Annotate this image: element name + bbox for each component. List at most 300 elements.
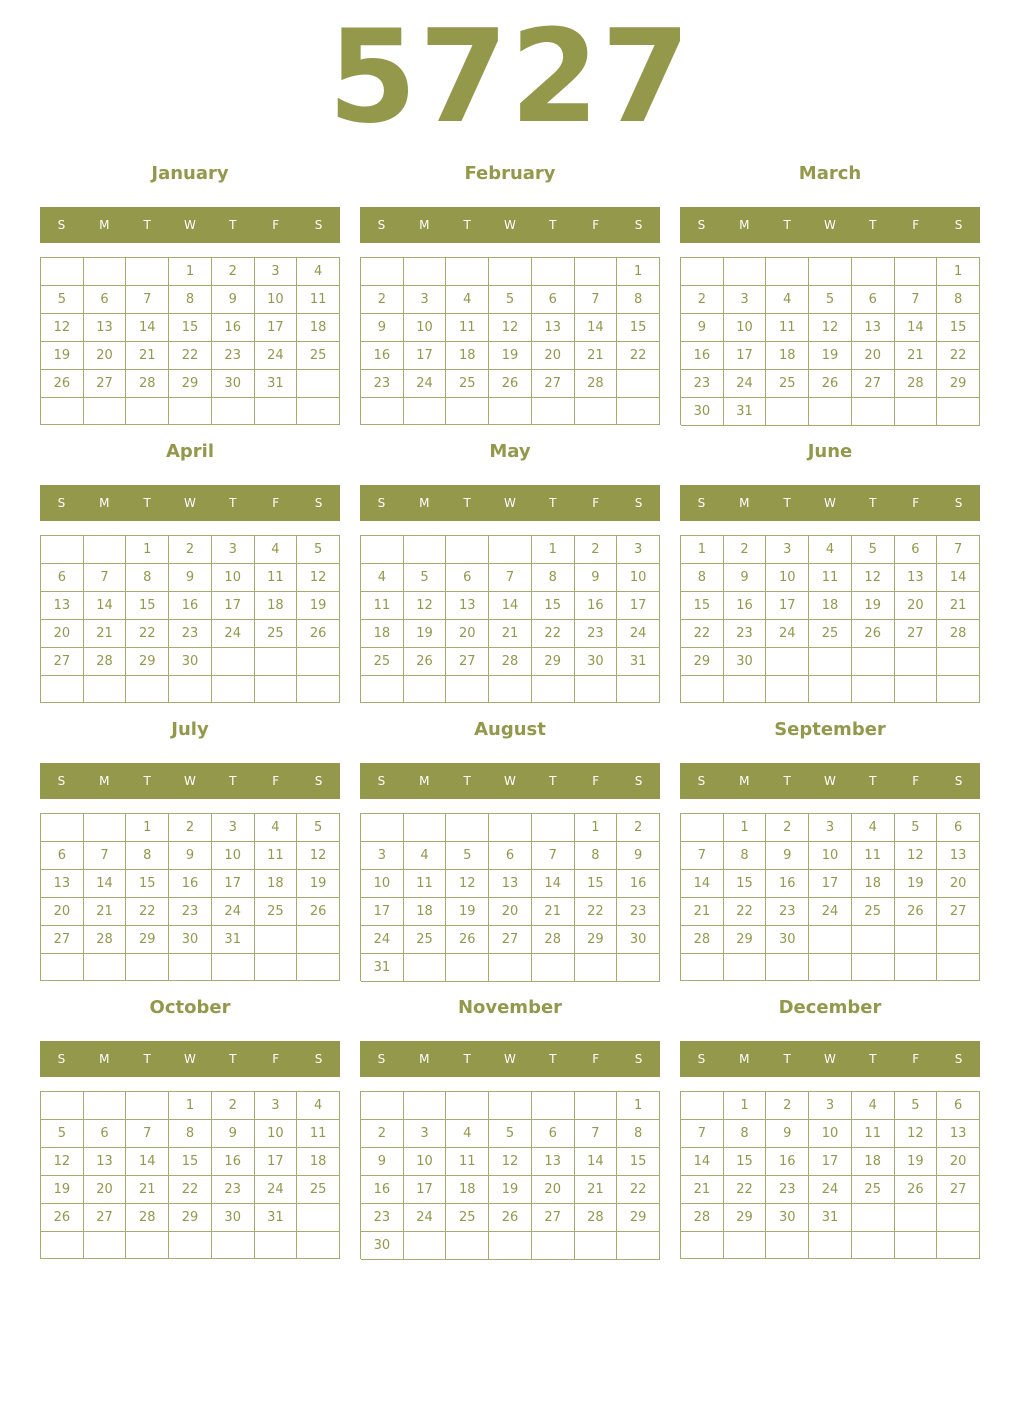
day-cell: 21	[489, 620, 532, 648]
day-cell: 30	[361, 1232, 404, 1260]
day-cell: 6	[895, 536, 938, 564]
day-cell: 24	[809, 1176, 852, 1204]
day-cell: 24	[212, 898, 255, 926]
day-cell: 9	[681, 314, 724, 342]
day-cell: 30	[212, 370, 255, 398]
day-cell: 8	[126, 564, 169, 592]
weekday-label: W	[824, 1052, 836, 1066]
day-cell: 22	[169, 1176, 212, 1204]
day-cell: 15	[169, 1148, 212, 1176]
month-name: February	[464, 163, 556, 184]
weekday-label: F	[592, 218, 600, 232]
day-cell: 18	[255, 592, 298, 620]
day-cell: 24	[255, 1176, 298, 1204]
weekday-header	[360, 1041, 660, 1077]
day-cell: 17	[404, 1176, 447, 1204]
day-cell: 27	[84, 1204, 127, 1232]
day-cell: 24	[809, 898, 852, 926]
empty-cell	[852, 1232, 895, 1259]
weekday-label: T	[869, 774, 877, 788]
day-cell: 21	[84, 898, 127, 926]
day-cell: 27	[84, 370, 127, 398]
day-cell: 28	[84, 648, 127, 676]
empty-cell	[809, 954, 852, 981]
empty-cell	[446, 814, 489, 842]
day-cell: 29	[724, 1204, 767, 1232]
day-cell: 12	[809, 314, 852, 342]
weekday-label: S	[954, 218, 963, 232]
empty-cell	[297, 648, 340, 676]
day-cell: 12	[489, 1148, 532, 1176]
day-grid	[680, 813, 980, 981]
empty-cell	[255, 648, 298, 676]
day-cell: 3	[212, 536, 255, 564]
day-cell: 19	[297, 870, 340, 898]
day-cell: 12	[297, 842, 340, 870]
empty-cell	[404, 258, 447, 286]
day-cell: 21	[895, 342, 938, 370]
day-grid	[680, 257, 980, 425]
day-cell: 16	[681, 342, 724, 370]
day-cell: 12	[446, 870, 489, 898]
weekday-label: F	[912, 774, 920, 788]
month-march	[680, 160, 980, 438]
day-cell: 8	[169, 286, 212, 314]
weekday-header	[680, 485, 980, 521]
day-cell: 20	[489, 898, 532, 926]
empty-cell	[297, 370, 340, 398]
day-cell: 2	[361, 1120, 404, 1148]
day-cell: 11	[361, 592, 404, 620]
weekday-label: M	[419, 218, 430, 232]
day-cell: 14	[575, 1148, 618, 1176]
empty-cell	[766, 648, 809, 676]
empty-cell	[575, 676, 618, 703]
day-grid	[40, 535, 340, 703]
empty-cell	[766, 1232, 809, 1259]
month-name: December	[778, 997, 882, 1018]
day-cell: 12	[41, 1148, 84, 1176]
empty-cell	[126, 954, 169, 981]
day-grid	[360, 813, 660, 981]
weekday-label: T	[869, 496, 877, 510]
empty-cell	[126, 398, 169, 425]
day-cell: 31	[361, 954, 404, 982]
day-cell: 15	[575, 870, 618, 898]
empty-cell	[169, 1232, 212, 1259]
day-cell: 23	[766, 898, 809, 926]
day-cell: 24	[766, 620, 809, 648]
month-july	[40, 716, 340, 994]
empty-cell	[724, 258, 767, 286]
empty-cell	[212, 1232, 255, 1259]
day-cell: 26	[895, 1176, 938, 1204]
day-cell: 30	[169, 648, 212, 676]
day-cell: 25	[404, 926, 447, 954]
day-cell: 28	[489, 648, 532, 676]
day-cell: 2	[169, 814, 212, 842]
empty-cell	[489, 1092, 532, 1120]
day-cell: 18	[809, 592, 852, 620]
day-cell: 7	[895, 286, 938, 314]
day-cell: 22	[617, 1176, 660, 1204]
empty-cell	[41, 536, 84, 564]
empty-cell	[575, 954, 618, 982]
empty-cell	[766, 258, 809, 286]
empty-cell	[724, 954, 767, 981]
day-cell: 4	[852, 1092, 895, 1120]
day-cell: 13	[84, 1148, 127, 1176]
day-cell: 9	[169, 842, 212, 870]
day-cell: 7	[575, 1120, 618, 1148]
weekday-label: T	[463, 1052, 471, 1066]
day-cell: 15	[937, 314, 980, 342]
weekday-label: W	[184, 496, 196, 510]
day-cell: 9	[361, 1148, 404, 1176]
day-cell: 10	[724, 314, 767, 342]
day-cell: 3	[766, 536, 809, 564]
day-cell: 14	[937, 564, 980, 592]
day-cell: 4	[255, 814, 298, 842]
empty-cell	[169, 676, 212, 703]
day-cell: 17	[809, 1148, 852, 1176]
day-cell: 1	[532, 536, 575, 564]
empty-cell	[297, 926, 340, 954]
empty-cell	[532, 1232, 575, 1260]
empty-cell	[404, 814, 447, 842]
day-cell: 4	[446, 286, 489, 314]
day-cell: 10	[809, 1120, 852, 1148]
day-cell: 17	[255, 1148, 298, 1176]
weekday-header	[360, 485, 660, 521]
day-cell: 11	[766, 314, 809, 342]
day-cell: 20	[937, 870, 980, 898]
day-cell: 28	[895, 370, 938, 398]
day-cell: 30	[766, 926, 809, 954]
day-cell: 14	[126, 314, 169, 342]
day-cell: 23	[169, 898, 212, 926]
day-cell: 22	[617, 342, 660, 370]
day-cell: 18	[446, 342, 489, 370]
weekday-label: W	[504, 774, 516, 788]
day-cell: 26	[895, 898, 938, 926]
day-cell: 6	[489, 842, 532, 870]
empty-cell	[84, 1092, 127, 1120]
day-cell: 14	[681, 870, 724, 898]
day-cell: 24	[404, 370, 447, 398]
day-cell: 24	[404, 1204, 447, 1232]
month-april	[40, 438, 340, 716]
weekday-label: T	[463, 774, 471, 788]
day-cell: 7	[681, 842, 724, 870]
empty-cell	[681, 1232, 724, 1259]
empty-cell	[575, 1232, 618, 1260]
day-cell: 3	[809, 814, 852, 842]
day-cell: 20	[84, 342, 127, 370]
day-cell: 18	[361, 620, 404, 648]
weekday-header	[360, 763, 660, 799]
day-cell: 10	[766, 564, 809, 592]
day-cell: 17	[617, 592, 660, 620]
day-cell: 11	[297, 1120, 340, 1148]
month-september	[680, 716, 980, 994]
empty-cell	[212, 676, 255, 703]
day-cell: 2	[617, 814, 660, 842]
empty-cell	[724, 676, 767, 703]
empty-cell	[297, 954, 340, 981]
day-cell: 28	[575, 1204, 618, 1232]
day-cell: 8	[937, 286, 980, 314]
empty-cell	[809, 398, 852, 426]
day-grid	[680, 535, 980, 703]
day-cell: 17	[361, 898, 404, 926]
day-cell: 28	[681, 926, 724, 954]
day-cell: 11	[255, 842, 298, 870]
weekday-label: M	[99, 218, 110, 232]
day-cell: 1	[617, 1092, 660, 1120]
day-cell: 30	[724, 648, 767, 676]
empty-cell	[489, 1232, 532, 1260]
empty-cell	[41, 954, 84, 981]
day-cell: 3	[724, 286, 767, 314]
day-cell: 1	[169, 258, 212, 286]
empty-cell	[809, 258, 852, 286]
weekday-label: M	[419, 496, 430, 510]
day-cell: 5	[297, 536, 340, 564]
day-cell: 1	[126, 814, 169, 842]
day-cell: 9	[724, 564, 767, 592]
day-cell: 6	[84, 286, 127, 314]
day-cell: 20	[532, 1176, 575, 1204]
day-cell: 19	[41, 342, 84, 370]
month-november	[360, 994, 660, 1272]
day-cell: 11	[852, 842, 895, 870]
day-cell: 20	[41, 620, 84, 648]
day-cell: 13	[532, 1148, 575, 1176]
empty-cell	[446, 536, 489, 564]
day-cell: 4	[446, 1120, 489, 1148]
day-cell: 5	[404, 564, 447, 592]
month-may	[360, 438, 660, 716]
month-name: June	[807, 441, 853, 462]
day-cell: 3	[809, 1092, 852, 1120]
day-cell: 17	[212, 592, 255, 620]
weekday-label: T	[783, 218, 791, 232]
day-cell: 3	[212, 814, 255, 842]
day-cell: 5	[809, 286, 852, 314]
day-cell: 26	[297, 620, 340, 648]
day-cell: 9	[766, 1120, 809, 1148]
empty-cell	[895, 1204, 938, 1232]
day-cell: 6	[937, 1092, 980, 1120]
day-cell: 30	[575, 648, 618, 676]
day-cell: 16	[169, 592, 212, 620]
day-cell: 17	[255, 314, 298, 342]
empty-cell	[446, 954, 489, 982]
day-cell: 18	[255, 870, 298, 898]
day-cell: 16	[212, 1148, 255, 1176]
empty-cell	[361, 814, 404, 842]
empty-cell	[617, 370, 660, 398]
day-cell: 7	[84, 842, 127, 870]
month-december	[680, 994, 980, 1272]
day-cell: 9	[169, 564, 212, 592]
day-cell: 30	[617, 926, 660, 954]
day-cell: 29	[532, 648, 575, 676]
weekday-header	[360, 207, 660, 243]
weekday-label: S	[314, 496, 323, 510]
day-cell: 10	[617, 564, 660, 592]
day-cell: 6	[41, 564, 84, 592]
empty-cell	[532, 1092, 575, 1120]
day-cell: 2	[681, 286, 724, 314]
weekday-label: M	[739, 1052, 750, 1066]
day-cell: 5	[297, 814, 340, 842]
day-cell: 11	[446, 314, 489, 342]
calendar-grid	[40, 160, 980, 1272]
empty-cell	[809, 926, 852, 954]
day-cell: 12	[489, 314, 532, 342]
day-cell: 7	[532, 842, 575, 870]
day-cell: 3	[404, 286, 447, 314]
day-cell: 30	[681, 398, 724, 426]
weekday-label: T	[143, 496, 151, 510]
day-cell: 29	[126, 648, 169, 676]
weekday-label: F	[912, 496, 920, 510]
empty-cell	[297, 1232, 340, 1259]
day-cell: 22	[724, 898, 767, 926]
empty-cell	[41, 1092, 84, 1120]
empty-cell	[489, 814, 532, 842]
day-cell: 3	[617, 536, 660, 564]
weekday-label: S	[954, 496, 963, 510]
day-cell: 30	[766, 1204, 809, 1232]
empty-cell	[361, 536, 404, 564]
day-cell: 29	[126, 926, 169, 954]
empty-cell	[681, 1092, 724, 1120]
empty-cell	[809, 648, 852, 676]
day-cell: 19	[489, 342, 532, 370]
day-cell: 8	[532, 564, 575, 592]
day-cell: 19	[895, 870, 938, 898]
weekday-label: W	[184, 774, 196, 788]
day-cell: 26	[41, 1204, 84, 1232]
weekday-label: M	[419, 1052, 430, 1066]
day-cell: 26	[852, 620, 895, 648]
empty-cell	[41, 1232, 84, 1259]
weekday-label: M	[99, 496, 110, 510]
day-cell: 19	[297, 592, 340, 620]
day-cell: 31	[809, 1204, 852, 1232]
weekday-header	[680, 1041, 980, 1077]
day-cell: 13	[41, 592, 84, 620]
month-august	[360, 716, 660, 994]
day-cell: 29	[575, 926, 618, 954]
day-cell: 17	[404, 342, 447, 370]
day-cell: 2	[575, 536, 618, 564]
day-cell: 7	[126, 1120, 169, 1148]
empty-cell	[404, 1232, 447, 1260]
empty-cell	[126, 258, 169, 286]
month-june	[680, 438, 980, 716]
empty-cell	[895, 926, 938, 954]
month-name: July	[171, 719, 209, 740]
day-cell: 7	[126, 286, 169, 314]
day-cell: 6	[937, 814, 980, 842]
weekday-label: S	[57, 218, 66, 232]
day-cell: 12	[852, 564, 895, 592]
empty-cell	[895, 258, 938, 286]
day-cell: 5	[489, 286, 532, 314]
empty-cell	[446, 1092, 489, 1120]
day-cell: 17	[724, 342, 767, 370]
day-cell: 15	[617, 1148, 660, 1176]
empty-cell	[361, 258, 404, 286]
empty-cell	[766, 954, 809, 981]
weekday-label: F	[272, 1052, 280, 1066]
empty-cell	[446, 676, 489, 703]
day-cell: 5	[895, 1092, 938, 1120]
day-cell: 25	[446, 1204, 489, 1232]
day-cell: 9	[617, 842, 660, 870]
day-cell: 15	[724, 870, 767, 898]
weekday-label: T	[869, 1052, 877, 1066]
day-cell: 23	[617, 898, 660, 926]
day-cell: 14	[84, 870, 127, 898]
day-cell: 11	[404, 870, 447, 898]
day-cell: 10	[255, 1120, 298, 1148]
weekday-label: F	[912, 1052, 920, 1066]
day-cell: 24	[617, 620, 660, 648]
weekday-header	[680, 763, 980, 799]
weekday-header	[680, 207, 980, 243]
empty-cell	[446, 398, 489, 425]
empty-cell	[489, 536, 532, 564]
day-cell: 5	[489, 1120, 532, 1148]
empty-cell	[126, 676, 169, 703]
day-cell: 9	[361, 314, 404, 342]
empty-cell	[575, 258, 618, 286]
day-cell: 13	[895, 564, 938, 592]
day-cell: 18	[766, 342, 809, 370]
empty-cell	[446, 1232, 489, 1260]
day-cell: 27	[852, 370, 895, 398]
empty-cell	[361, 676, 404, 703]
empty-cell	[489, 954, 532, 982]
weekday-label: T	[143, 218, 151, 232]
day-cell: 16	[212, 314, 255, 342]
day-cell: 7	[681, 1120, 724, 1148]
day-grid	[40, 813, 340, 981]
weekday-label: T	[229, 774, 237, 788]
day-cell: 26	[809, 370, 852, 398]
day-cell: 6	[532, 286, 575, 314]
day-cell: 14	[84, 592, 127, 620]
empty-cell	[617, 954, 660, 982]
day-cell: 2	[212, 258, 255, 286]
empty-cell	[895, 1232, 938, 1259]
day-cell: 10	[212, 842, 255, 870]
empty-cell	[852, 676, 895, 703]
weekday-label: S	[57, 1052, 66, 1066]
weekday-label: F	[272, 496, 280, 510]
empty-cell	[895, 676, 938, 703]
day-cell: 18	[446, 1176, 489, 1204]
empty-cell	[404, 536, 447, 564]
day-cell: 28	[681, 1204, 724, 1232]
month-name: November	[457, 997, 563, 1018]
day-cell: 18	[404, 898, 447, 926]
